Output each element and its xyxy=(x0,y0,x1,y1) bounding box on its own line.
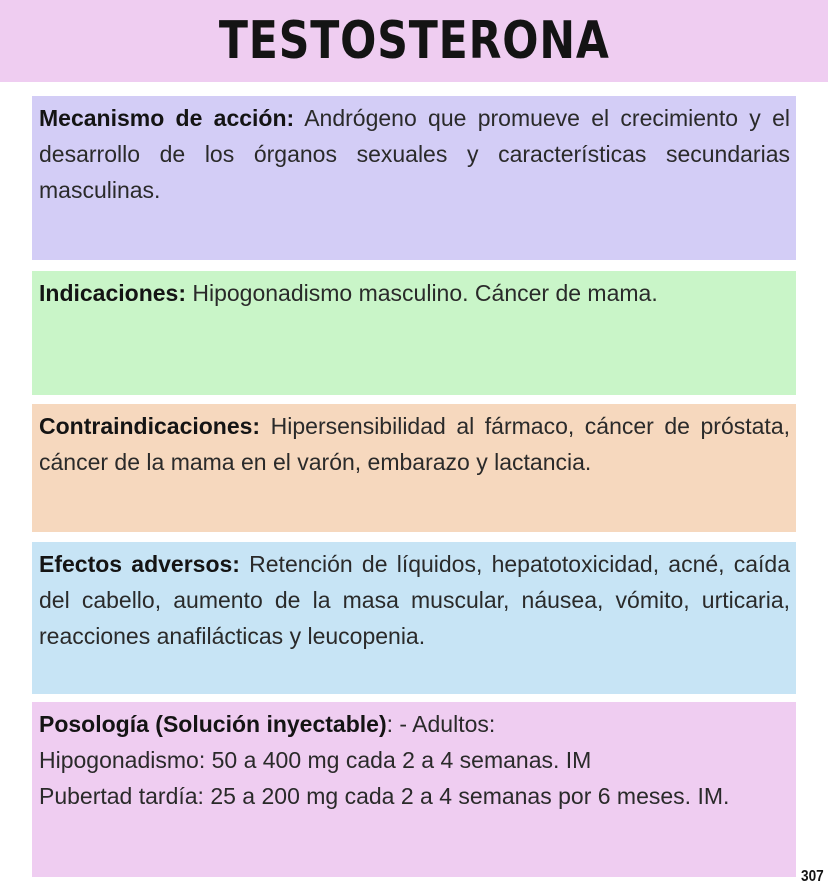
section-mecanismo xyxy=(32,96,796,260)
section-contraindicaciones xyxy=(32,404,796,532)
section-label: Contraindicaciones: xyxy=(39,413,261,439)
title-banner xyxy=(0,0,828,82)
section-text: Andrógeno que promueve el crecimiento y el desarrollo de los órganos sexuales y características secundarias masculinas. xyxy=(39,105,790,203)
page-number: 307 xyxy=(801,868,824,885)
section-label: Efectos adversos: xyxy=(39,551,240,577)
posologia-line-pubertad: Pubertad tardía: 25 a 200 mg cada 2 a 4 semanas por 6 meses. IM. xyxy=(39,783,730,809)
section-indicaciones xyxy=(32,271,796,395)
section-posologia xyxy=(32,702,796,877)
section-label: Mecanismo de acción: xyxy=(39,105,295,131)
page-title: TESTOSTERONA xyxy=(218,11,610,71)
posologia-header xyxy=(39,706,790,742)
section-text: Hipogonadismo masculino. Cáncer de mama. xyxy=(192,280,658,306)
section-label: Indicaciones: xyxy=(39,280,186,306)
posologia-intro: : - Adultos: xyxy=(386,711,496,737)
section-text: Retención de líquidos, hepatotoxicidad, acné, caída del cabello, aumento de la masa muscular, náusea, vómito, urticaria, reacciones anafilácticas y leucopenia. xyxy=(39,551,791,649)
posologia-line-hipogonadismo: Hipogonadismo: 50 a 400 mg cada 2 a 4 semanas. IM xyxy=(39,747,592,773)
section-text: Hipersensibilidad al fármaco, cáncer de próstata, cáncer de la mama en el varón, embarazo y lactancia. xyxy=(39,413,790,475)
section-efectos-adversos xyxy=(32,542,796,694)
section-label: Posología (Solución inyectable) xyxy=(39,711,387,737)
